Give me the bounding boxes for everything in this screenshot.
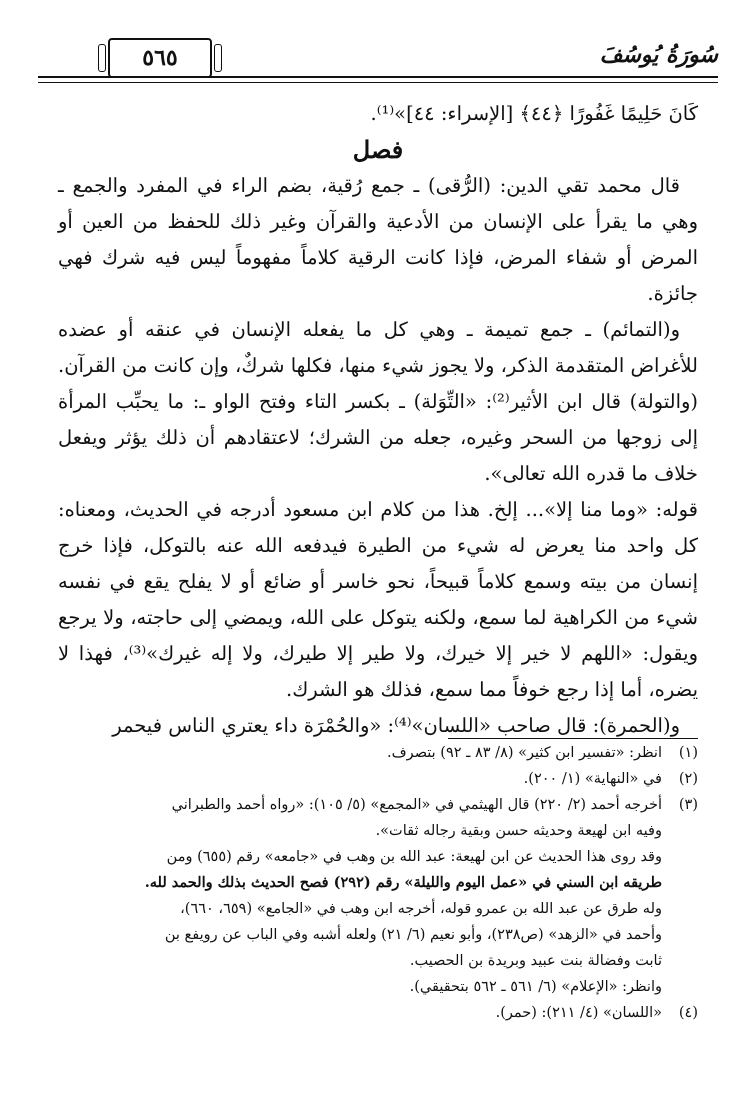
text-line: خرج إنسان من بيته وسمع كلاماً قبيحاً، نحو خاسر أو ضائع أو لا يفلح يقع في <box>58 534 699 593</box>
text-line: ومعناه: كل واحد منا يعرض له شيء من الطيرة فيدفعه الله عنه بالتوكل، فإذا <box>58 498 698 557</box>
text-line: غيرك»⁽³⁾، فهذا لا يضره، أما إذا رجع خوفاً مما سمع، فذلك هو الشرك. <box>58 642 698 701</box>
footnote-separator <box>448 738 698 739</box>
text-line: للأغراض المتقدمة الذكر، ولا يجوز شيء منها، فكلها شركٌ، وإن كانت من <box>122 354 698 377</box>
header-rule-thin <box>38 82 718 83</box>
footnote-text: «اللسان» (٤/ ٢١١): (حمر). <box>495 1005 662 1021</box>
text-line: قال محمد تقي الدين: (الرُّقى) ـ جمع رُقية، بضم الراء في المفرد والجمع ـ <box>58 174 680 197</box>
quran-verse-line: كَانَ حَلِيمًا غَفُورًا ﴿٤٤﴾ [الإسراء: ٤٤]»⁽¹⁾. <box>370 102 698 125</box>
paragraph-ruqa <box>58 168 698 312</box>
text-line: يؤثر ويفعل خلاف ما قدره الله تعالى». <box>58 426 698 485</box>
text-line: وهي ما يقرأ على الإنسان من الأدعية والقرآن وغير ذلك للحفظ من العين أو <box>58 210 698 233</box>
text-line: ولا يرجع ويقول: «اللهم لا خير إلا خيرك، ولا طير إلا طيرك، ولا إله <box>58 606 698 665</box>
footnote-text: في «النهاية» (١/ ٢٠٠). <box>523 771 662 787</box>
text-line: و(التمائم) ـ جمع تميمة ـ وهي كل ما يفعله الإنسان في عنقه أو عضده <box>58 318 680 341</box>
footnote-line: وفيه ابن لهيعة وحديثه حسن وبقية رجاله ثقات». <box>375 823 662 839</box>
text-line: يحبِّب المرأة إلى زوجها من السحر وغيره، جعله من الشرك؛ لاعتقادهم أن ذلك <box>58 390 698 449</box>
text-line: نفسه شيء من الكراهية لما سمع، ولكنه يتوكل على الله، ويمضي إلى حاجته، <box>58 570 698 629</box>
footnote-number: (١) <box>678 745 698 761</box>
paragraph-humra: و(الحمرة): قال صاحب «اللسان»⁽⁴⁾: «والحُمْرَة داء يعتري الناس فيحمر <box>112 714 680 737</box>
section-heading: فصل <box>352 135 404 164</box>
footnote-line: وأحمد في «الزهد» (ص٢٣٨)، وأبو نعيم (٦/ ٢١) ولعله أشبه وفي الباب عن رويفع بن <box>164 927 662 943</box>
footnote-text: أخرجه أحمد (٢/ ٢٢٠) قال الهيثمي في «المجمع» (٥/ ١٠٥): «رواه أحمد والطبراني <box>171 797 662 813</box>
footnote-number: (٤) <box>678 1005 698 1021</box>
footnote-number: (٣) <box>678 797 698 813</box>
footnotes <box>58 740 698 1026</box>
paragraph-tamaim <box>58 312 698 492</box>
text-line: جائزة. <box>647 282 698 305</box>
text-line: القرآن. (والتولة) قال ابن الأثير⁽²⁾: «التِّوَلة) ـ بكسر التاء وفتح الواو ـ: ما <box>58 354 699 413</box>
footnote-4 <box>58 1000 698 1026</box>
page-number: ٥٦٥ <box>142 45 178 71</box>
paragraph-commentary <box>58 492 698 708</box>
footnote-line: وقد روى هذا الحديث عن ابن لهيعة: عبد الله بن وهب في «جامعه» رقم (٦٥٥) ومن <box>166 849 662 865</box>
footnote-2 <box>58 766 698 792</box>
footnote-line: وانظر: «الإعلام» (٦/ ٥٦١ ـ ٥٦٢ بتحقيقي). <box>409 979 662 995</box>
footnote-line: وله طرق عن عبد الله بن عمرو قوله، أخرجه ابن وهب في «الجامع» (٦٥٩، ٦٦٠)، <box>180 901 662 917</box>
footnote-number: (٢) <box>678 771 698 787</box>
page-number-frame <box>108 38 212 78</box>
text-line: قوله: «وما منا إلا»... إلخ. هذا من كلام ابن مسعود أدرجه في الحديث، <box>123 498 698 521</box>
footnote-1 <box>58 740 698 766</box>
footnote-line: ثابت وفضالة بنت عبيد وبريدة بن الحصيب. <box>409 953 662 969</box>
surah-title: سُورَةُ يُوسُفَ <box>599 42 718 68</box>
footnote-text: انظر: «تفسير ابن كثير» (٨/ ٨٣ ـ ٩٢) بتصرف. <box>387 745 662 761</box>
footnote-line: طريقه ابن السني في «عمل اليوم والليلة» رقم (٢٩٢) فصح الحديث بذلك والحمد لله. <box>144 874 662 891</box>
page-header <box>38 38 718 88</box>
text-line: المرض أو شفاء المرض، فإذا كانت الرقية كلاماً مفهوماً ليس فيه شرك فهي <box>58 246 698 269</box>
main-text <box>58 96 698 744</box>
footnote-3 <box>58 792 698 818</box>
